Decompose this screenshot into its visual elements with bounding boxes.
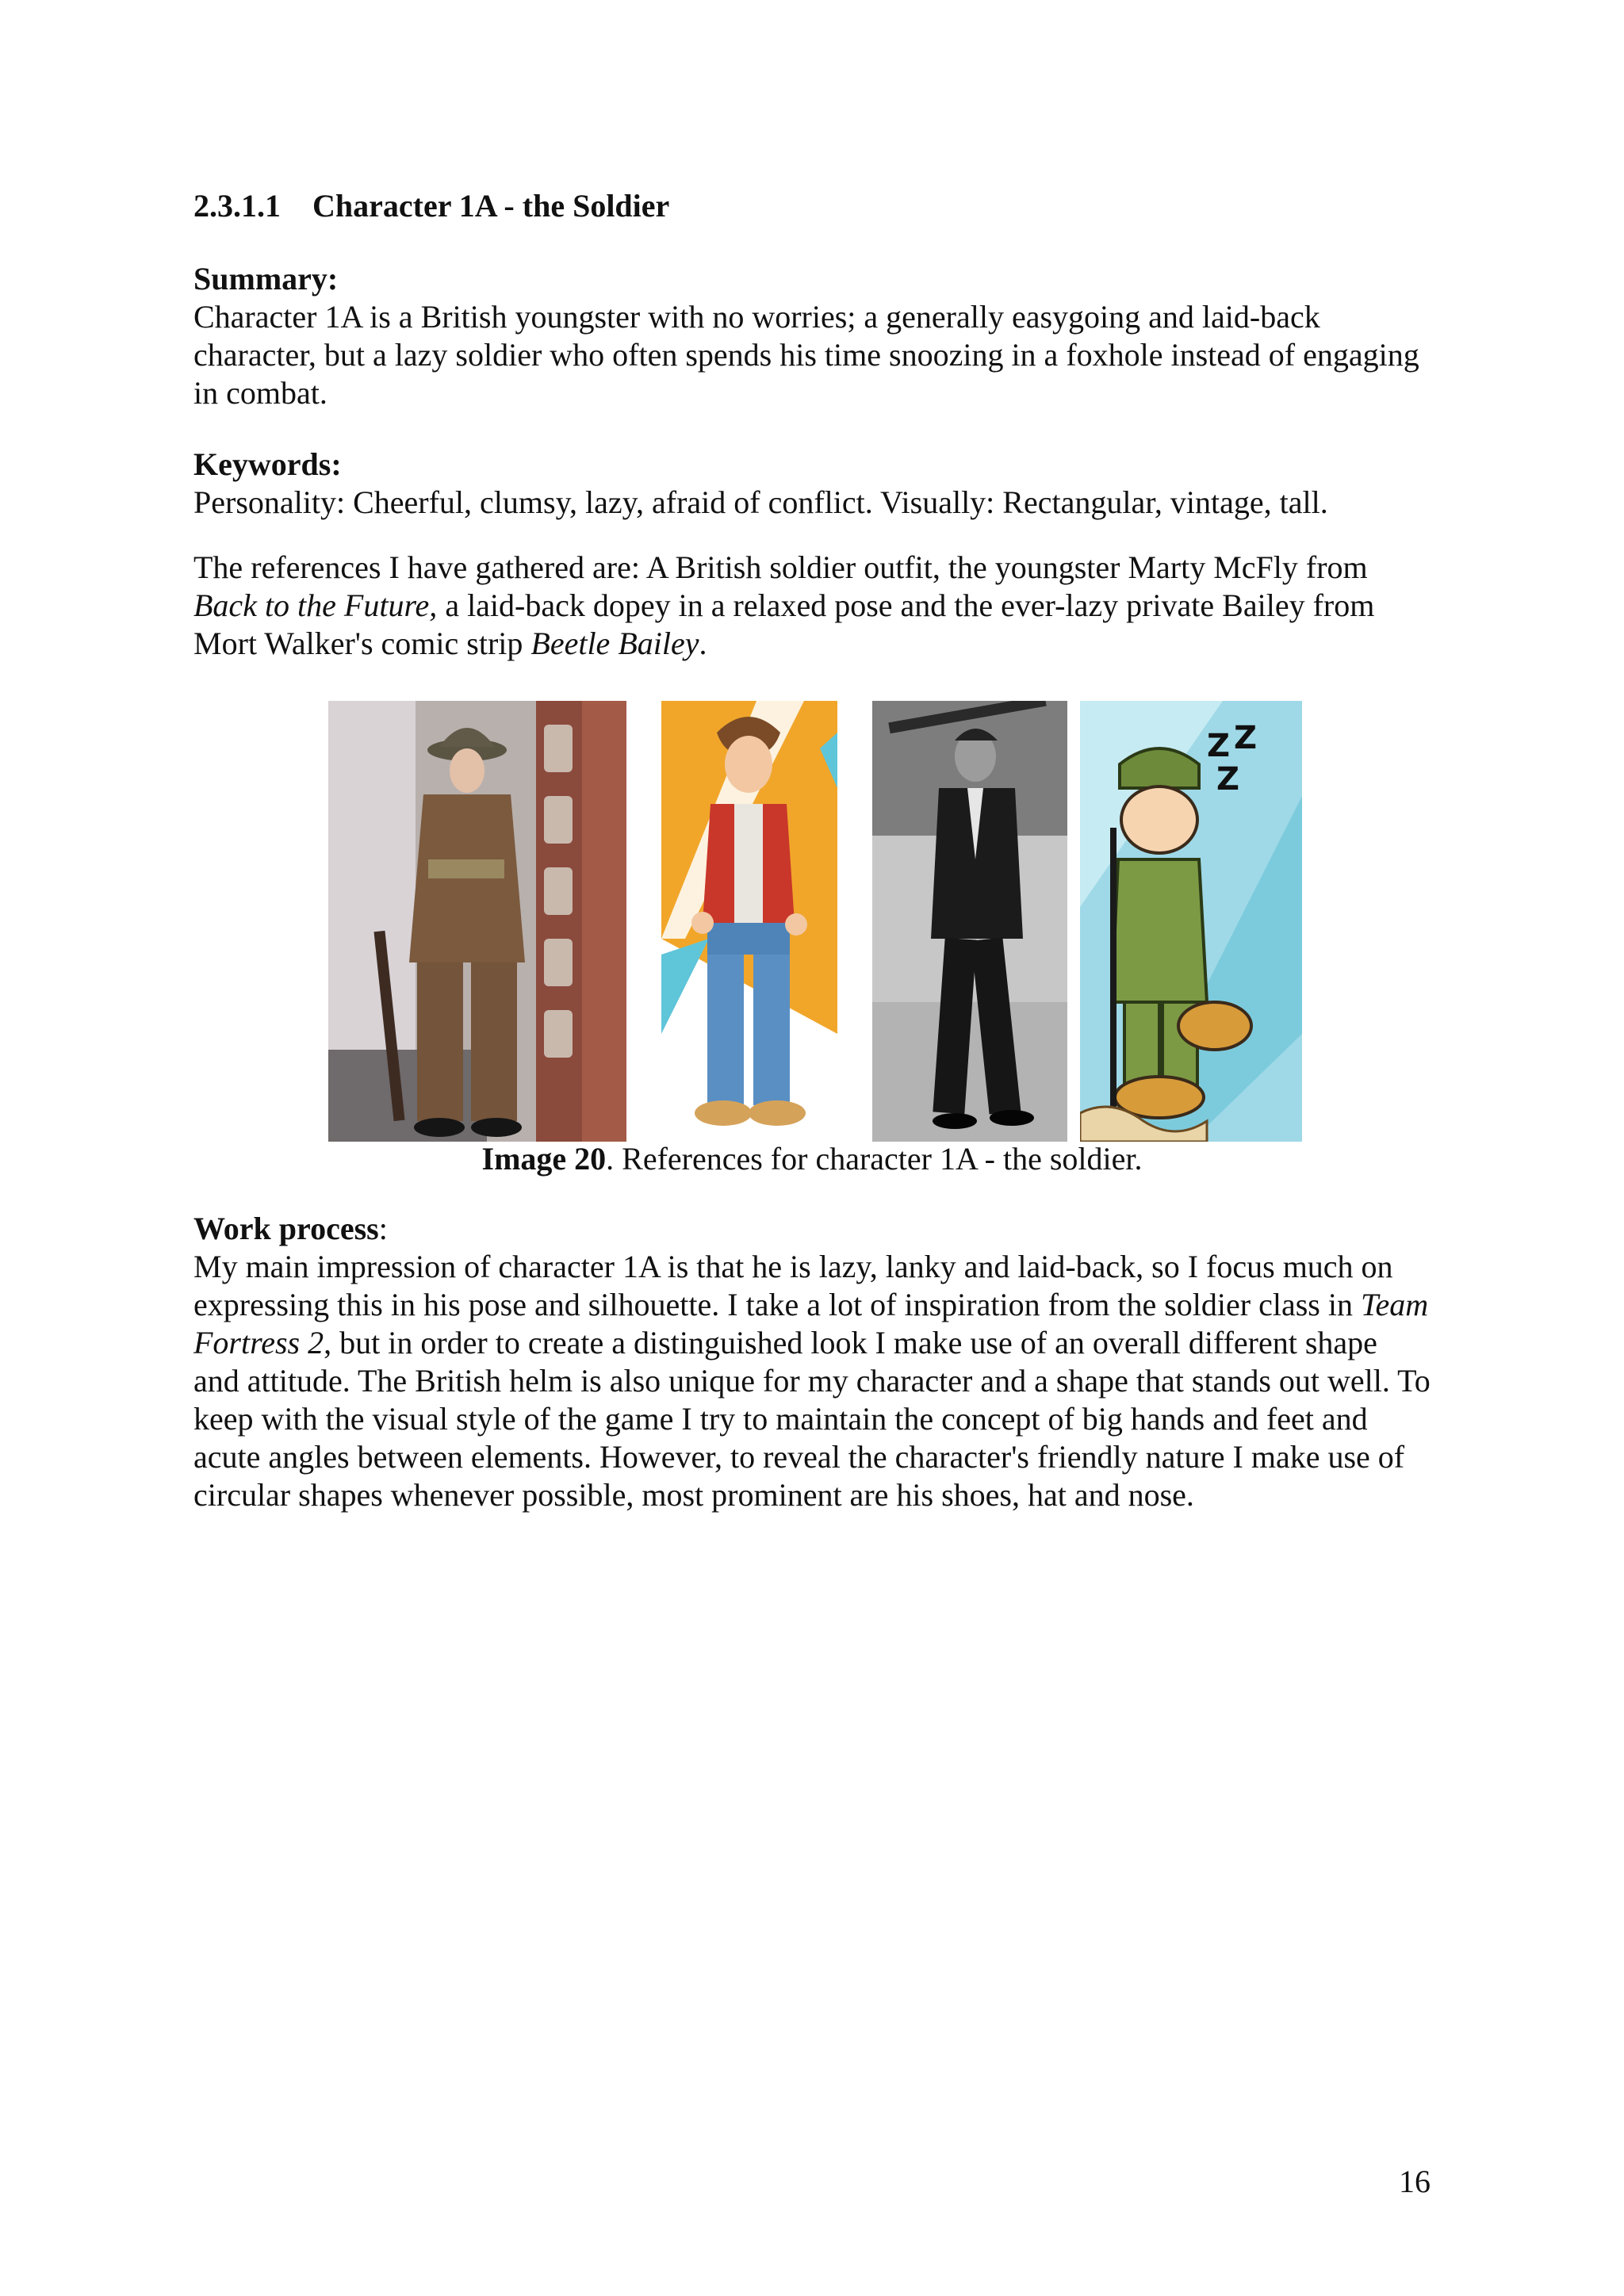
work-process-label: Work process: [193, 1211, 379, 1246]
section-number: 2.3.1.1: [193, 188, 281, 224]
summary-label: Summary:: [193, 261, 339, 297]
keywords-text: Personality: Cheerful, clumsy, lazy, afraid of conflict. Visually: Rectangular, vintage, tall.: [193, 484, 1328, 520]
references-title-back-to-the-future: Back to the Future,: [193, 587, 438, 623]
work-process-title-team-fortress: Team Fortress 2: [193, 1287, 1429, 1360]
references-paragraph: [193, 549, 1431, 663]
references-text-2: a laid-back dopey in a relaxed pose and the ever-lazy private Bailey from Mort Walker's comic strip: [193, 587, 1375, 661]
work-process-heading: [193, 1210, 1431, 1248]
section-heading: [193, 187, 1431, 225]
keywords-block: [193, 446, 1431, 522]
caption-text: . References for character 1A - the soldier.: [606, 1141, 1143, 1177]
svg-text:Z: Z: [1234, 720, 1258, 756]
beetle-bailey-image: [1080, 701, 1302, 1142]
page-number: 16: [1399, 2164, 1431, 2199]
british-soldier-image: [328, 701, 626, 1142]
section-title: Character 1A - the Soldier: [312, 188, 670, 224]
references-text-1: The references I have gathered are: A British soldier outfit, the youngster Marty McFly from: [193, 549, 1368, 585]
reference-images: [328, 701, 1302, 1142]
work-process-text-1: My main impression of character 1A is that he is lazy, lanky and laid-back, so I focus much on expressing this in his pose and silhouette. I take a lot of inspiration from the soldier class in: [193, 1249, 1393, 1322]
relaxed-man-image: [872, 701, 1067, 1142]
main-content: [193, 187, 1431, 663]
summary-block: [193, 260, 1431, 412]
work-process-text-2: , but in order to create a distinguished look I make use of an overall different shape and attitude. The British helm is also unique for my character and a shape that stands out well. To keep with the visual style of the game I try to maintain the concept of big hands and feet and acute angles between elements. However, to reveal the character's friendly nature I make use of circular shapes whenever possible, most prominent are his shoes, hat and nose.: [193, 1325, 1431, 1513]
summary-text: Character 1A is a British youngster with no worries; a generally easygoing and laid-back character, but a lazy soldier who often spends his time snoozing in a foxhole instead of engaging in combat.: [193, 299, 1419, 411]
svg-text:Z: Z: [1216, 761, 1240, 798]
caption-label: Image 20: [481, 1141, 607, 1177]
work-process-colon: :: [378, 1211, 388, 1246]
marty-mcfly-image: [661, 701, 837, 1142]
work-process-text: [193, 1248, 1431, 1514]
figure-caption: [0, 1140, 1624, 1178]
references-title-beetle-bailey: Beetle Bailey: [530, 626, 699, 661]
svg-text:Z: Z: [1207, 728, 1231, 764]
work-process-block: [193, 1210, 1431, 1514]
keywords-label: Keywords:: [193, 446, 342, 482]
references-text-3: .: [699, 626, 707, 661]
